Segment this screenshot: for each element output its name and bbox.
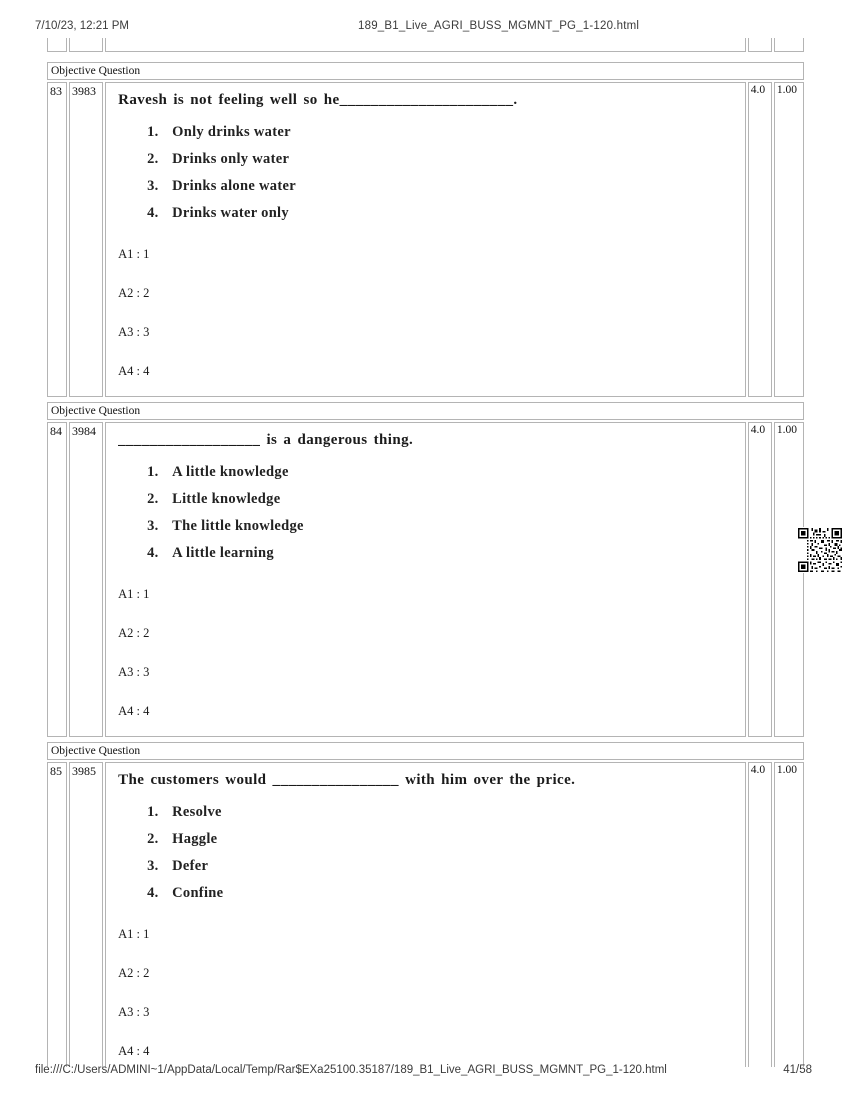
option-item: [147, 459, 745, 486]
section-header-label: Objective Question: [47, 742, 804, 760]
answer-line: A3 : 3: [118, 325, 150, 339]
option-marker: 4.: [147, 545, 159, 561]
option-item: [147, 173, 745, 200]
section-header-row: [47, 62, 804, 80]
question-text: The customers would ________________ with him over the price.: [118, 772, 576, 788]
option-list: [147, 459, 745, 567]
option-text: Defer: [172, 858, 209, 874]
option-list: [147, 799, 745, 907]
answer-line: A3 : 3: [118, 1005, 150, 1019]
question-content-cell: [105, 422, 746, 737]
answer-line: A2 : 2: [118, 286, 150, 300]
section-header-row: [47, 402, 804, 420]
question-number: 83: [47, 82, 67, 397]
question-negative-marks: 1.00: [774, 762, 804, 1067]
option-item: [147, 200, 745, 227]
question-table-84: [45, 400, 806, 739]
question-image: [118, 431, 745, 567]
answer-line: A4 : 4: [118, 1044, 150, 1058]
option-item: [147, 826, 745, 853]
option-item: [147, 799, 745, 826]
option-item: [147, 853, 745, 880]
question-image: [118, 771, 745, 907]
question-row: [47, 82, 804, 397]
answer-line: A3 : 3: [118, 665, 150, 679]
option-marker: 1.: [147, 124, 159, 140]
empty-cell: [69, 38, 103, 52]
option-marker: 1.: [147, 804, 159, 820]
answer-line: A4 : 4: [118, 364, 150, 378]
question-id: 3985: [69, 762, 103, 1067]
question-marks: 4.0: [748, 762, 772, 1067]
answer-line: A2 : 2: [118, 966, 150, 980]
option-text: Resolve: [172, 804, 222, 820]
question-text: Ravesh is not feeling well so he______________________.: [118, 92, 518, 108]
option-marker: 3.: [147, 178, 159, 194]
option-marker: 2.: [147, 831, 159, 847]
question-table-85: [45, 740, 806, 1067]
empty-cell: [774, 38, 804, 52]
option-marker: 3.: [147, 858, 159, 874]
question-text: __________________ is a dangerous thing.: [118, 432, 414, 448]
option-text: Confine: [172, 885, 224, 901]
option-text: Drinks water only: [172, 205, 289, 221]
print-footer-page-indicator: 41/58: [783, 1064, 812, 1076]
empty-cell: [748, 38, 772, 52]
option-item: [147, 146, 745, 173]
option-item: [147, 486, 745, 513]
option-text: Drinks only water: [172, 151, 290, 167]
option-marker: 4.: [147, 205, 159, 221]
option-text: Little knowledge: [172, 491, 281, 507]
qr-code-image: [798, 527, 842, 573]
question-marks: 4.0: [748, 422, 772, 737]
answer-line: A4 : 4: [118, 704, 150, 718]
question-content-cell: [105, 82, 746, 397]
question-id: 3984: [69, 422, 103, 737]
print-footer-file-url: file:///C:/Users/ADMINI~1/AppData/Local/Temp/Rar$EXa25100.35187/189_B1_Live_AGRI_BUSS_MGMNT_PG_1-120.html: [35, 1064, 667, 1076]
section-header-row: [47, 742, 804, 760]
option-text: The little knowledge: [172, 518, 304, 534]
question-image: [118, 91, 745, 227]
question-id: 3983: [69, 82, 103, 397]
previous-question-row-clipped: [45, 38, 815, 57]
option-item: [147, 513, 745, 540]
document-content: [45, 38, 815, 1067]
question-number: 84: [47, 422, 67, 737]
option-text: Drinks alone water: [172, 178, 296, 194]
answer-line: A1 : 1: [118, 587, 150, 601]
empty-cell: [47, 38, 67, 52]
option-marker: 2.: [147, 151, 159, 167]
option-text: A little learning: [172, 545, 274, 561]
section-header-label: Objective Question: [47, 62, 804, 80]
question-negative-marks: 1.00: [774, 422, 804, 737]
option-text: A little knowledge: [172, 464, 289, 480]
question-85-clipped-region: [45, 740, 815, 1067]
option-marker: 3.: [147, 518, 159, 534]
question-table-83: [45, 60, 806, 399]
question-marks: 4.0: [748, 82, 772, 397]
question-content-cell: [105, 762, 746, 1067]
question-number: 85: [47, 762, 67, 1067]
section-header-label: Objective Question: [47, 402, 804, 420]
print-header-title: 189_B1_Live_AGRI_BUSS_MGMNT_PG_1-120.html: [358, 20, 640, 32]
answer-line: A1 : 1: [118, 247, 150, 261]
option-list: [147, 119, 745, 227]
option-text: Only drinks water: [172, 124, 291, 140]
option-marker: 2.: [147, 491, 159, 507]
answer-line: A1 : 1: [118, 927, 150, 941]
question-negative-marks: 1.00: [774, 82, 804, 397]
option-item: [147, 119, 745, 146]
option-item: [147, 880, 745, 907]
answer-line: A2 : 2: [118, 626, 150, 640]
question-row: [47, 762, 804, 1067]
print-header-datetime: 7/10/23, 12:21 PM: [35, 20, 129, 32]
question-row: [47, 422, 804, 737]
option-marker: 1.: [147, 464, 159, 480]
empty-cell: [105, 38, 746, 52]
option-marker: 4.: [147, 885, 159, 901]
option-text: Haggle: [172, 831, 218, 847]
option-item: [147, 540, 745, 567]
question-table-partial: [45, 38, 806, 54]
